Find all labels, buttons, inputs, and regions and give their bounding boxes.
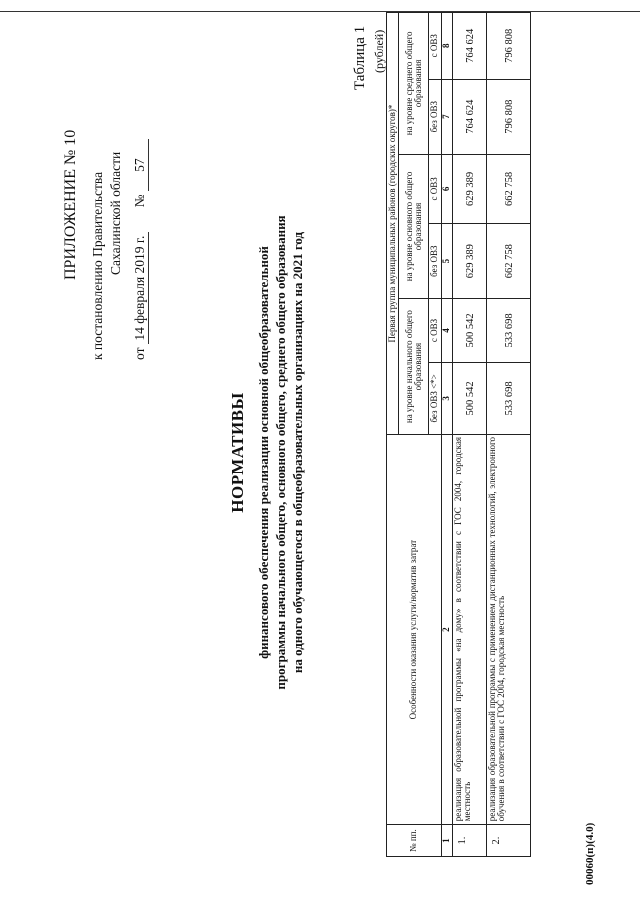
row-2-c6: 662 758 xyxy=(486,154,530,223)
col-index-1: 1 xyxy=(441,825,452,857)
row-2-desc: реализация образовательной программы с применением дистанционных технологий, электронного обучения в соответствии с ГОС 2004, городская местность xyxy=(486,435,530,825)
number-value: 57 xyxy=(132,139,149,191)
header-without-ovz-3: без ОВЗ xyxy=(429,79,441,154)
document-code: 00060(п)(4.0) xyxy=(584,822,596,885)
table-number: Таблица 1 xyxy=(352,25,368,90)
row-2-c5: 662 758 xyxy=(486,224,530,299)
subtitle-line-3: на одного обучающегося в общеобразовательных организациях на 2021 год xyxy=(290,231,305,674)
row-1-no: 1. xyxy=(452,825,486,857)
header-group: Первая группа муниципальных районов (городских округов)* xyxy=(387,13,399,435)
row-1-desc: реализация образовательной программы «на дому» в соответствии с ГОС 2004, городская местность xyxy=(452,435,486,825)
table-row xyxy=(452,13,486,857)
appendix-date-line xyxy=(132,139,149,360)
row-1-c4: 500 542 xyxy=(452,299,486,363)
header-no: № пп. xyxy=(387,825,442,857)
col-index-2: 2 xyxy=(441,435,452,825)
col-index-3: 3 xyxy=(441,362,452,434)
col-index-6: 6 xyxy=(441,154,452,223)
col-index-7: 7 xyxy=(441,79,452,154)
table-units: (рублей) xyxy=(372,29,386,73)
header-without-ovz-1: без ОВЗ <*> xyxy=(429,362,441,434)
date-prefix: от xyxy=(132,347,147,360)
appendix-line-1: к постановлению Правительства xyxy=(90,171,105,360)
row-1-c7: 764 624 xyxy=(452,79,486,154)
row-2-c3: 533 698 xyxy=(486,362,530,434)
col-index-5: 5 xyxy=(441,224,452,299)
subtitle-line-2: программы начального общего, основного общего, среднего общего образования xyxy=(273,215,288,690)
row-1-c5: 629 389 xyxy=(452,224,486,299)
row-1-c8: 764 624 xyxy=(452,13,486,80)
number-sign: № xyxy=(132,194,147,208)
header-with-ovz-2: с ОВЗ xyxy=(429,154,441,223)
header-with-ovz-1: с ОВЗ xyxy=(429,299,441,363)
subtitle-line-1: финансового обеспечения реализации основной общеобразовательной xyxy=(256,246,271,659)
header-basic: на уровне основного общего образования xyxy=(399,154,429,299)
row-2-c7: 796 808 xyxy=(486,79,530,154)
header-secondary: на уровне среднего общего образования xyxy=(399,13,429,155)
document-title: НОРМАТИВЫ xyxy=(228,392,247,513)
header-with-ovz-3: с ОВЗ xyxy=(429,13,441,80)
table-row xyxy=(486,13,530,857)
col-index-8: 8 xyxy=(441,13,452,80)
row-1-c6: 629 389 xyxy=(452,154,486,223)
normatives-table xyxy=(386,12,531,857)
col-index-4: 4 xyxy=(441,299,452,363)
appendix-title: ПРИЛОЖЕНИЕ № 10 xyxy=(62,129,79,280)
row-2-c4: 533 698 xyxy=(486,299,530,363)
header-without-ovz-2: без ОВЗ xyxy=(429,224,441,299)
header-primary: на уровне начального общего образования xyxy=(399,299,429,435)
date-value: 14 февраля 2019 г. xyxy=(132,232,149,344)
header-features: Особенности оказания услуги/норматив затрат xyxy=(387,435,442,825)
row-1-c3: 500 542 xyxy=(452,362,486,434)
row-2-no: 2. xyxy=(486,825,530,857)
row-2-c8: 796 808 xyxy=(486,13,530,80)
appendix-line-2: Сахалинской области xyxy=(108,151,123,275)
